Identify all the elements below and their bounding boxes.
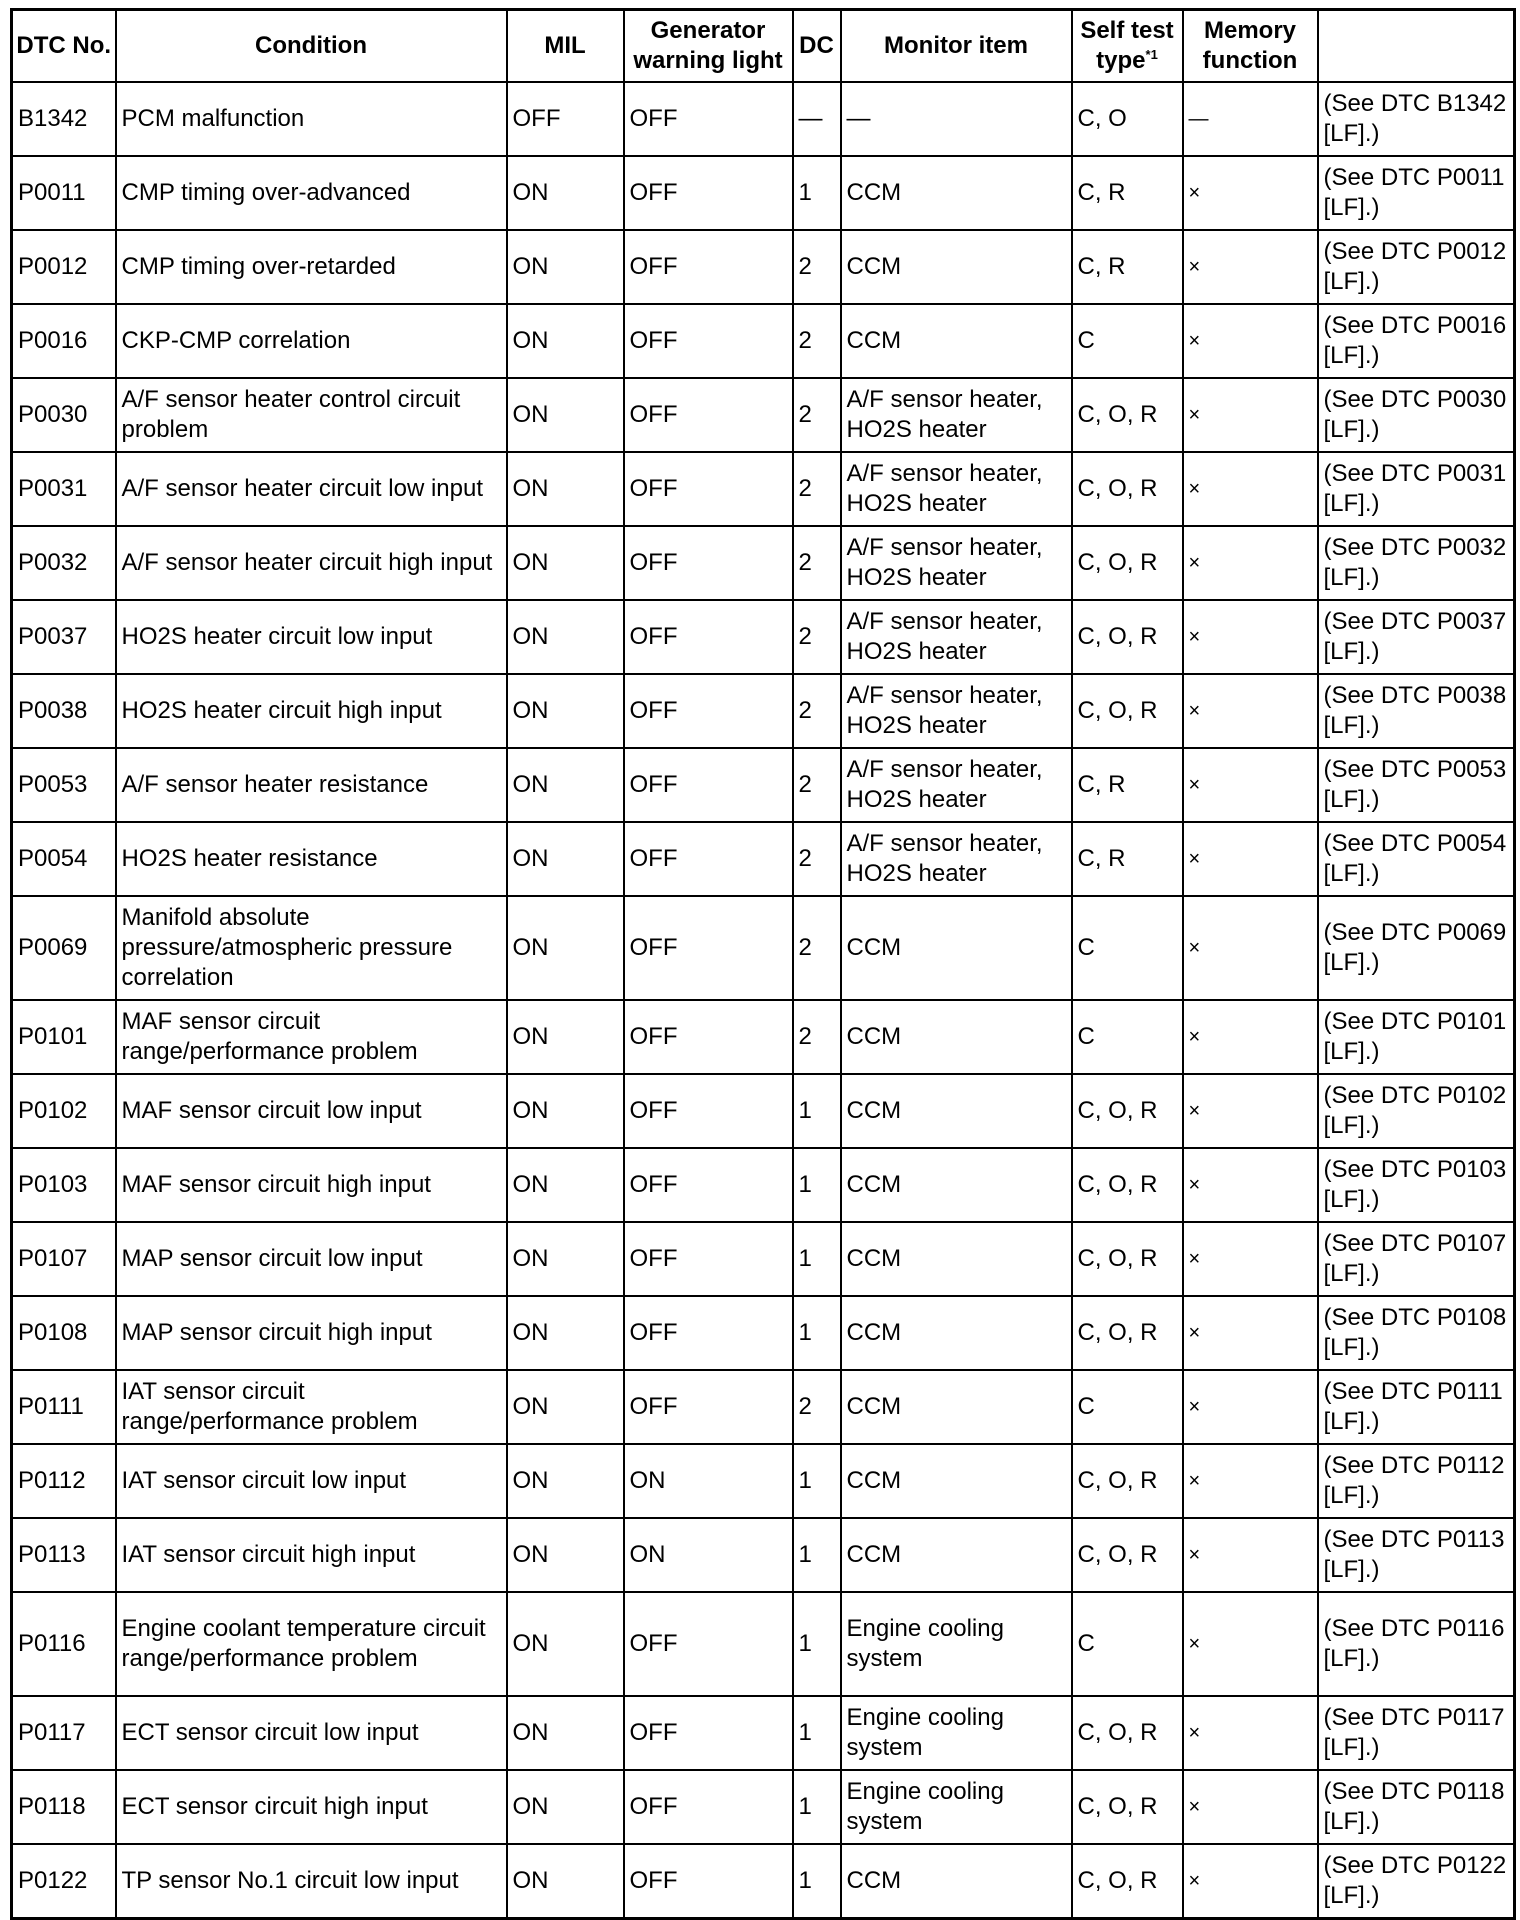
table-row xyxy=(12,1592,1515,1696)
dtc-code: P0038 xyxy=(12,674,116,748)
reference-link[interactable]: (See DTC P0038 [LF].) xyxy=(1318,674,1515,748)
mil-status: ON xyxy=(507,1074,624,1148)
generator-warning-light-status: OFF xyxy=(624,1222,793,1296)
memory-function: × xyxy=(1183,378,1318,452)
dtc-code: P0030 xyxy=(12,378,116,452)
drive-cycle: 1 xyxy=(793,1074,841,1148)
mil-status: ON xyxy=(507,230,624,304)
mil-status: ON xyxy=(507,1222,624,1296)
memory-function: × xyxy=(1183,1844,1318,1918)
table-row xyxy=(12,1770,1515,1844)
generator-warning-light-status: OFF xyxy=(624,1844,793,1918)
monitor-item: CCM xyxy=(841,1148,1072,1222)
generator-warning-light-status: OFF xyxy=(624,1000,793,1074)
memory-function: × xyxy=(1183,1770,1318,1844)
header-dtc-no: DTC No. xyxy=(12,10,116,83)
reference-link[interactable]: (See DTC P0101 [LF].) xyxy=(1318,1000,1515,1074)
monitor-item: A/F sensor heater, HO2S heater xyxy=(841,822,1072,896)
self-test-type: C, O, R xyxy=(1072,1844,1183,1918)
monitor-item: A/F sensor heater, HO2S heater xyxy=(841,526,1072,600)
memory-function: × xyxy=(1183,1222,1318,1296)
reference-link[interactable]: (See DTC B1342 [LF].) xyxy=(1318,82,1515,156)
table-row xyxy=(12,896,1515,1000)
self-test-type: C, R xyxy=(1072,156,1183,230)
header-condition: Condition xyxy=(116,10,507,83)
self-test-type: C, O, R xyxy=(1072,1518,1183,1592)
generator-warning-light-status: OFF xyxy=(624,822,793,896)
dtc-code: P0011 xyxy=(12,156,116,230)
table-row xyxy=(12,82,1515,156)
memory-function: × xyxy=(1183,1000,1318,1074)
drive-cycle: 2 xyxy=(793,1000,841,1074)
mil-status: ON xyxy=(507,896,624,1000)
generator-warning-light-status: OFF xyxy=(624,82,793,156)
header-reference xyxy=(1318,10,1515,83)
reference-link[interactable]: (See DTC P0012 [LF].) xyxy=(1318,230,1515,304)
monitor-item: CCM xyxy=(841,1444,1072,1518)
generator-warning-light-status: OFF xyxy=(624,230,793,304)
drive-cycle: 2 xyxy=(793,600,841,674)
table-row xyxy=(12,1222,1515,1296)
mil-status: ON xyxy=(507,1000,624,1074)
self-test-type: C xyxy=(1072,1000,1183,1074)
monitor-item: CCM xyxy=(841,230,1072,304)
reference-link[interactable]: (See DTC P0112 [LF].) xyxy=(1318,1444,1515,1518)
monitor-item: CCM xyxy=(841,1074,1072,1148)
memory-function: × xyxy=(1183,1074,1318,1148)
dtc-code: P0016 xyxy=(12,304,116,378)
memory-function: — xyxy=(1183,82,1318,156)
drive-cycle: 1 xyxy=(793,1296,841,1370)
reference-link[interactable]: (See DTC P0054 [LF].) xyxy=(1318,822,1515,896)
self-test-type: C, O, R xyxy=(1072,1148,1183,1222)
drive-cycle: — xyxy=(793,82,841,156)
mil-status: ON xyxy=(507,1518,624,1592)
table-row xyxy=(12,526,1515,600)
dtc-code: P0116 xyxy=(12,1592,116,1696)
self-test-type: C, O, R xyxy=(1072,378,1183,452)
dtc-code: P0122 xyxy=(12,1844,116,1918)
monitor-item: A/F sensor heater, HO2S heater xyxy=(841,378,1072,452)
dtc-code: P0107 xyxy=(12,1222,116,1296)
mil-status: ON xyxy=(507,1770,624,1844)
dtc-code: P0032 xyxy=(12,526,116,600)
drive-cycle: 2 xyxy=(793,378,841,452)
generator-warning-light-status: OFF xyxy=(624,452,793,526)
condition: MAF sensor circuit high input xyxy=(116,1148,507,1222)
memory-function: × xyxy=(1183,1444,1318,1518)
mil-status: ON xyxy=(507,1444,624,1518)
header-self-test-type-label: Self test type xyxy=(1080,17,1174,74)
table-row xyxy=(12,452,1515,526)
self-test-type: C xyxy=(1072,1370,1183,1444)
drive-cycle: 1 xyxy=(793,156,841,230)
generator-warning-light-status: OFF xyxy=(624,1074,793,1148)
memory-function: × xyxy=(1183,1696,1318,1770)
self-test-type: C, R xyxy=(1072,230,1183,304)
dtc-code: P0113 xyxy=(12,1518,116,1592)
dtc-code: P0102 xyxy=(12,1074,116,1148)
table-row xyxy=(12,378,1515,452)
generator-warning-light-status: OFF xyxy=(624,748,793,822)
condition: A/F sensor heater circuit low input xyxy=(116,452,507,526)
header-row xyxy=(12,10,1515,83)
memory-function: × xyxy=(1183,156,1318,230)
dtc-code: P0118 xyxy=(12,1770,116,1844)
memory-function: × xyxy=(1183,1296,1318,1370)
dtc-code: P0117 xyxy=(12,1696,116,1770)
mil-status: ON xyxy=(507,452,624,526)
condition: CMP timing over-advanced xyxy=(116,156,507,230)
reference-link[interactable]: (See DTC P0011 [LF].) xyxy=(1318,156,1515,230)
reference-link[interactable]: (See DTC P0053 [LF].) xyxy=(1318,748,1515,822)
dtc-code: P0037 xyxy=(12,600,116,674)
generator-warning-light-status: OFF xyxy=(624,600,793,674)
mil-status: ON xyxy=(507,156,624,230)
monitor-item: CCM xyxy=(841,1518,1072,1592)
memory-function: × xyxy=(1183,822,1318,896)
dtc-code: P0103 xyxy=(12,1148,116,1222)
table-row xyxy=(12,1370,1515,1444)
self-test-type: C, O, R xyxy=(1072,1222,1183,1296)
mil-status: ON xyxy=(507,1592,624,1696)
mil-status: ON xyxy=(507,748,624,822)
table-row xyxy=(12,1148,1515,1222)
dtc-code: P0054 xyxy=(12,822,116,896)
monitor-item: CCM xyxy=(841,1222,1072,1296)
condition: ECT sensor circuit low input xyxy=(116,1696,507,1770)
reference-link[interactable]: (See DTC P0103 [LF].) xyxy=(1318,1148,1515,1222)
self-test-type: C xyxy=(1072,896,1183,1000)
memory-function: × xyxy=(1183,1148,1318,1222)
table-row xyxy=(12,1844,1515,1918)
mil-status: ON xyxy=(507,378,624,452)
self-test-type: C xyxy=(1072,304,1183,378)
drive-cycle: 2 xyxy=(793,896,841,1000)
condition: MAP sensor circuit high input xyxy=(116,1296,507,1370)
monitor-item: CCM xyxy=(841,156,1072,230)
reference-link[interactable]: (See DTC P0118 [LF].) xyxy=(1318,1770,1515,1844)
dtc-table xyxy=(10,8,1516,1920)
header-mil: MIL xyxy=(507,10,624,83)
drive-cycle: 2 xyxy=(793,452,841,526)
monitor-item: A/F sensor heater, HO2S heater xyxy=(841,452,1072,526)
monitor-item: CCM xyxy=(841,1000,1072,1074)
memory-function: × xyxy=(1183,600,1318,674)
monitor-item: Engine cooling system xyxy=(841,1592,1072,1696)
condition: MAF sensor circuit low input xyxy=(116,1074,507,1148)
memory-function: × xyxy=(1183,674,1318,748)
memory-function: × xyxy=(1183,452,1318,526)
header-memory-function: Memory function xyxy=(1183,10,1318,83)
monitor-item: CCM xyxy=(841,1296,1072,1370)
generator-warning-light-status: OFF xyxy=(624,674,793,748)
header-self-test-footnote: *1 xyxy=(1145,47,1158,62)
mil-status: OFF xyxy=(507,82,624,156)
self-test-type: C, O, R xyxy=(1072,1696,1183,1770)
drive-cycle: 1 xyxy=(793,1222,841,1296)
condition: HO2S heater circuit high input xyxy=(116,674,507,748)
reference-link[interactable]: (See DTC P0107 [LF].) xyxy=(1318,1222,1515,1296)
monitor-item: CCM xyxy=(841,896,1072,1000)
header-generator-warning-light: Generator warning light xyxy=(624,10,793,83)
memory-function: × xyxy=(1183,748,1318,822)
mil-status: ON xyxy=(507,1844,624,1918)
monitor-item: Engine cooling system xyxy=(841,1696,1072,1770)
table-row xyxy=(12,1296,1515,1370)
reference-link[interactable]: (See DTC P0016 [LF].) xyxy=(1318,304,1515,378)
table-row xyxy=(12,1444,1515,1518)
mil-status: ON xyxy=(507,1370,624,1444)
monitor-item: Engine cooling system xyxy=(841,1770,1072,1844)
condition: Engine coolant temperature circuit range/performance problem xyxy=(116,1592,507,1696)
dtc-code: P0053 xyxy=(12,748,116,822)
generator-warning-light-status: ON xyxy=(624,1518,793,1592)
dtc-code: P0069 xyxy=(12,896,116,1000)
condition: IAT sensor circuit high input xyxy=(116,1518,507,1592)
table-row xyxy=(12,748,1515,822)
drive-cycle: 1 xyxy=(793,1518,841,1592)
condition: MAF sensor circuit range/performance problem xyxy=(116,1000,507,1074)
condition: HO2S heater resistance xyxy=(116,822,507,896)
generator-warning-light-status: OFF xyxy=(624,304,793,378)
self-test-type: C xyxy=(1072,1592,1183,1696)
memory-function: × xyxy=(1183,304,1318,378)
generator-warning-light-status: OFF xyxy=(624,1370,793,1444)
dtc-code: P0111 xyxy=(12,1370,116,1444)
monitor-item: — xyxy=(841,82,1072,156)
generator-warning-light-status: OFF xyxy=(624,1296,793,1370)
self-test-type: C, O, R xyxy=(1072,1444,1183,1518)
drive-cycle: 2 xyxy=(793,1370,841,1444)
condition: MAP sensor circuit low input xyxy=(116,1222,507,1296)
reference-link[interactable]: (See DTC P0116 [LF].) xyxy=(1318,1592,1515,1696)
generator-warning-light-status: OFF xyxy=(624,896,793,1000)
drive-cycle: 2 xyxy=(793,526,841,600)
reference-link[interactable]: (See DTC P0111 [LF].) xyxy=(1318,1370,1515,1444)
drive-cycle: 1 xyxy=(793,1592,841,1696)
drive-cycle: 2 xyxy=(793,304,841,378)
condition: CMP timing over-retarded xyxy=(116,230,507,304)
drive-cycle: 2 xyxy=(793,674,841,748)
condition: TP sensor No.1 circuit low input xyxy=(116,1844,507,1918)
self-test-type: C, O, R xyxy=(1072,1296,1183,1370)
condition: HO2S heater circuit low input xyxy=(116,600,507,674)
condition: A/F sensor heater control circuit problem xyxy=(116,378,507,452)
dtc-table-body xyxy=(12,82,1515,1918)
mil-status: ON xyxy=(507,1696,624,1770)
dtc-code: P0108 xyxy=(12,1296,116,1370)
drive-cycle: 1 xyxy=(793,1444,841,1518)
self-test-type: C, O, R xyxy=(1072,452,1183,526)
drive-cycle: 1 xyxy=(793,1770,841,1844)
generator-warning-light-status: ON xyxy=(624,1444,793,1518)
dtc-code: P0031 xyxy=(12,452,116,526)
reference-link[interactable]: (See DTC P0032 [LF].) xyxy=(1318,526,1515,600)
reference-link[interactable]: (See DTC P0102 [LF].) xyxy=(1318,1074,1515,1148)
self-test-type: C, O, R xyxy=(1072,674,1183,748)
mil-status: ON xyxy=(507,1148,624,1222)
reference-link[interactable]: (See DTC P0108 [LF].) xyxy=(1318,1296,1515,1370)
table-row xyxy=(12,230,1515,304)
generator-warning-light-status: OFF xyxy=(624,1770,793,1844)
header-monitor-item: Monitor item xyxy=(841,10,1072,83)
generator-warning-light-status: OFF xyxy=(624,156,793,230)
condition: IAT sensor circuit range/performance problem xyxy=(116,1370,507,1444)
memory-function: × xyxy=(1183,230,1318,304)
monitor-item: A/F sensor heater, HO2S heater xyxy=(841,674,1072,748)
dtc-code: B1342 xyxy=(12,82,116,156)
table-row xyxy=(12,304,1515,378)
drive-cycle: 1 xyxy=(793,1844,841,1918)
monitor-item: CCM xyxy=(841,304,1072,378)
generator-warning-light-status: OFF xyxy=(624,526,793,600)
condition: PCM malfunction xyxy=(116,82,507,156)
condition: A/F sensor heater resistance xyxy=(116,748,507,822)
condition: Manifold absolute pressure/atmospheric pressure correlation xyxy=(116,896,507,1000)
memory-function: × xyxy=(1183,1370,1318,1444)
reference-link[interactable]: (See DTC P0117 [LF].) xyxy=(1318,1696,1515,1770)
generator-warning-light-status: OFF xyxy=(624,378,793,452)
table-row xyxy=(12,674,1515,748)
self-test-type: C, O, R xyxy=(1072,1074,1183,1148)
drive-cycle: 2 xyxy=(793,230,841,304)
header-dc: DC xyxy=(793,10,841,83)
mil-status: ON xyxy=(507,822,624,896)
self-test-type: C, R xyxy=(1072,748,1183,822)
table-row xyxy=(12,1000,1515,1074)
table-row xyxy=(12,1074,1515,1148)
generator-warning-light-status: OFF xyxy=(624,1148,793,1222)
table-row xyxy=(12,1696,1515,1770)
drive-cycle: 1 xyxy=(793,1696,841,1770)
mil-status: ON xyxy=(507,600,624,674)
monitor-item: CCM xyxy=(841,1370,1072,1444)
memory-function: × xyxy=(1183,1592,1318,1696)
reference-link[interactable]: (See DTC P0069 [LF].) xyxy=(1318,896,1515,1000)
reference-link[interactable]: (See DTC P0030 [LF].) xyxy=(1318,378,1515,452)
reference-link[interactable]: (See DTC P0113 [LF].) xyxy=(1318,1518,1515,1592)
reference-link[interactable]: (See DTC P0037 [LF].) xyxy=(1318,600,1515,674)
self-test-type: C, O, R xyxy=(1072,600,1183,674)
condition: ECT sensor circuit high input xyxy=(116,1770,507,1844)
table-row xyxy=(12,156,1515,230)
self-test-type: C, O, R xyxy=(1072,1770,1183,1844)
monitor-item: A/F sensor heater, HO2S heater xyxy=(841,748,1072,822)
self-test-type: C, O xyxy=(1072,82,1183,156)
condition: A/F sensor heater circuit high input xyxy=(116,526,507,600)
table-row xyxy=(12,822,1515,896)
monitor-item: A/F sensor heater, HO2S heater xyxy=(841,600,1072,674)
memory-function: × xyxy=(1183,526,1318,600)
condition: IAT sensor circuit low input xyxy=(116,1444,507,1518)
mil-status: ON xyxy=(507,674,624,748)
monitor-item: CCM xyxy=(841,1844,1072,1918)
self-test-type: C, R xyxy=(1072,822,1183,896)
mil-status: ON xyxy=(507,526,624,600)
memory-function: × xyxy=(1183,896,1318,1000)
mil-status: ON xyxy=(507,304,624,378)
mil-status: ON xyxy=(507,1296,624,1370)
dtc-code: P0012 xyxy=(12,230,116,304)
generator-warning-light-status: OFF xyxy=(624,1592,793,1696)
drive-cycle: 1 xyxy=(793,1148,841,1222)
condition: CKP-CMP correlation xyxy=(116,304,507,378)
table-row xyxy=(12,1518,1515,1592)
drive-cycle: 2 xyxy=(793,822,841,896)
memory-function: × xyxy=(1183,1518,1318,1592)
reference-link[interactable]: (See DTC P0031 [LF].) xyxy=(1318,452,1515,526)
drive-cycle: 2 xyxy=(793,748,841,822)
header-self-test-type xyxy=(1072,10,1183,83)
reference-link[interactable]: (See DTC P0122 [LF].) xyxy=(1318,1844,1515,1918)
self-test-type: C, O, R xyxy=(1072,526,1183,600)
dtc-code: P0112 xyxy=(12,1444,116,1518)
generator-warning-light-status: OFF xyxy=(624,1696,793,1770)
dtc-code: P0101 xyxy=(12,1000,116,1074)
table-row xyxy=(12,600,1515,674)
